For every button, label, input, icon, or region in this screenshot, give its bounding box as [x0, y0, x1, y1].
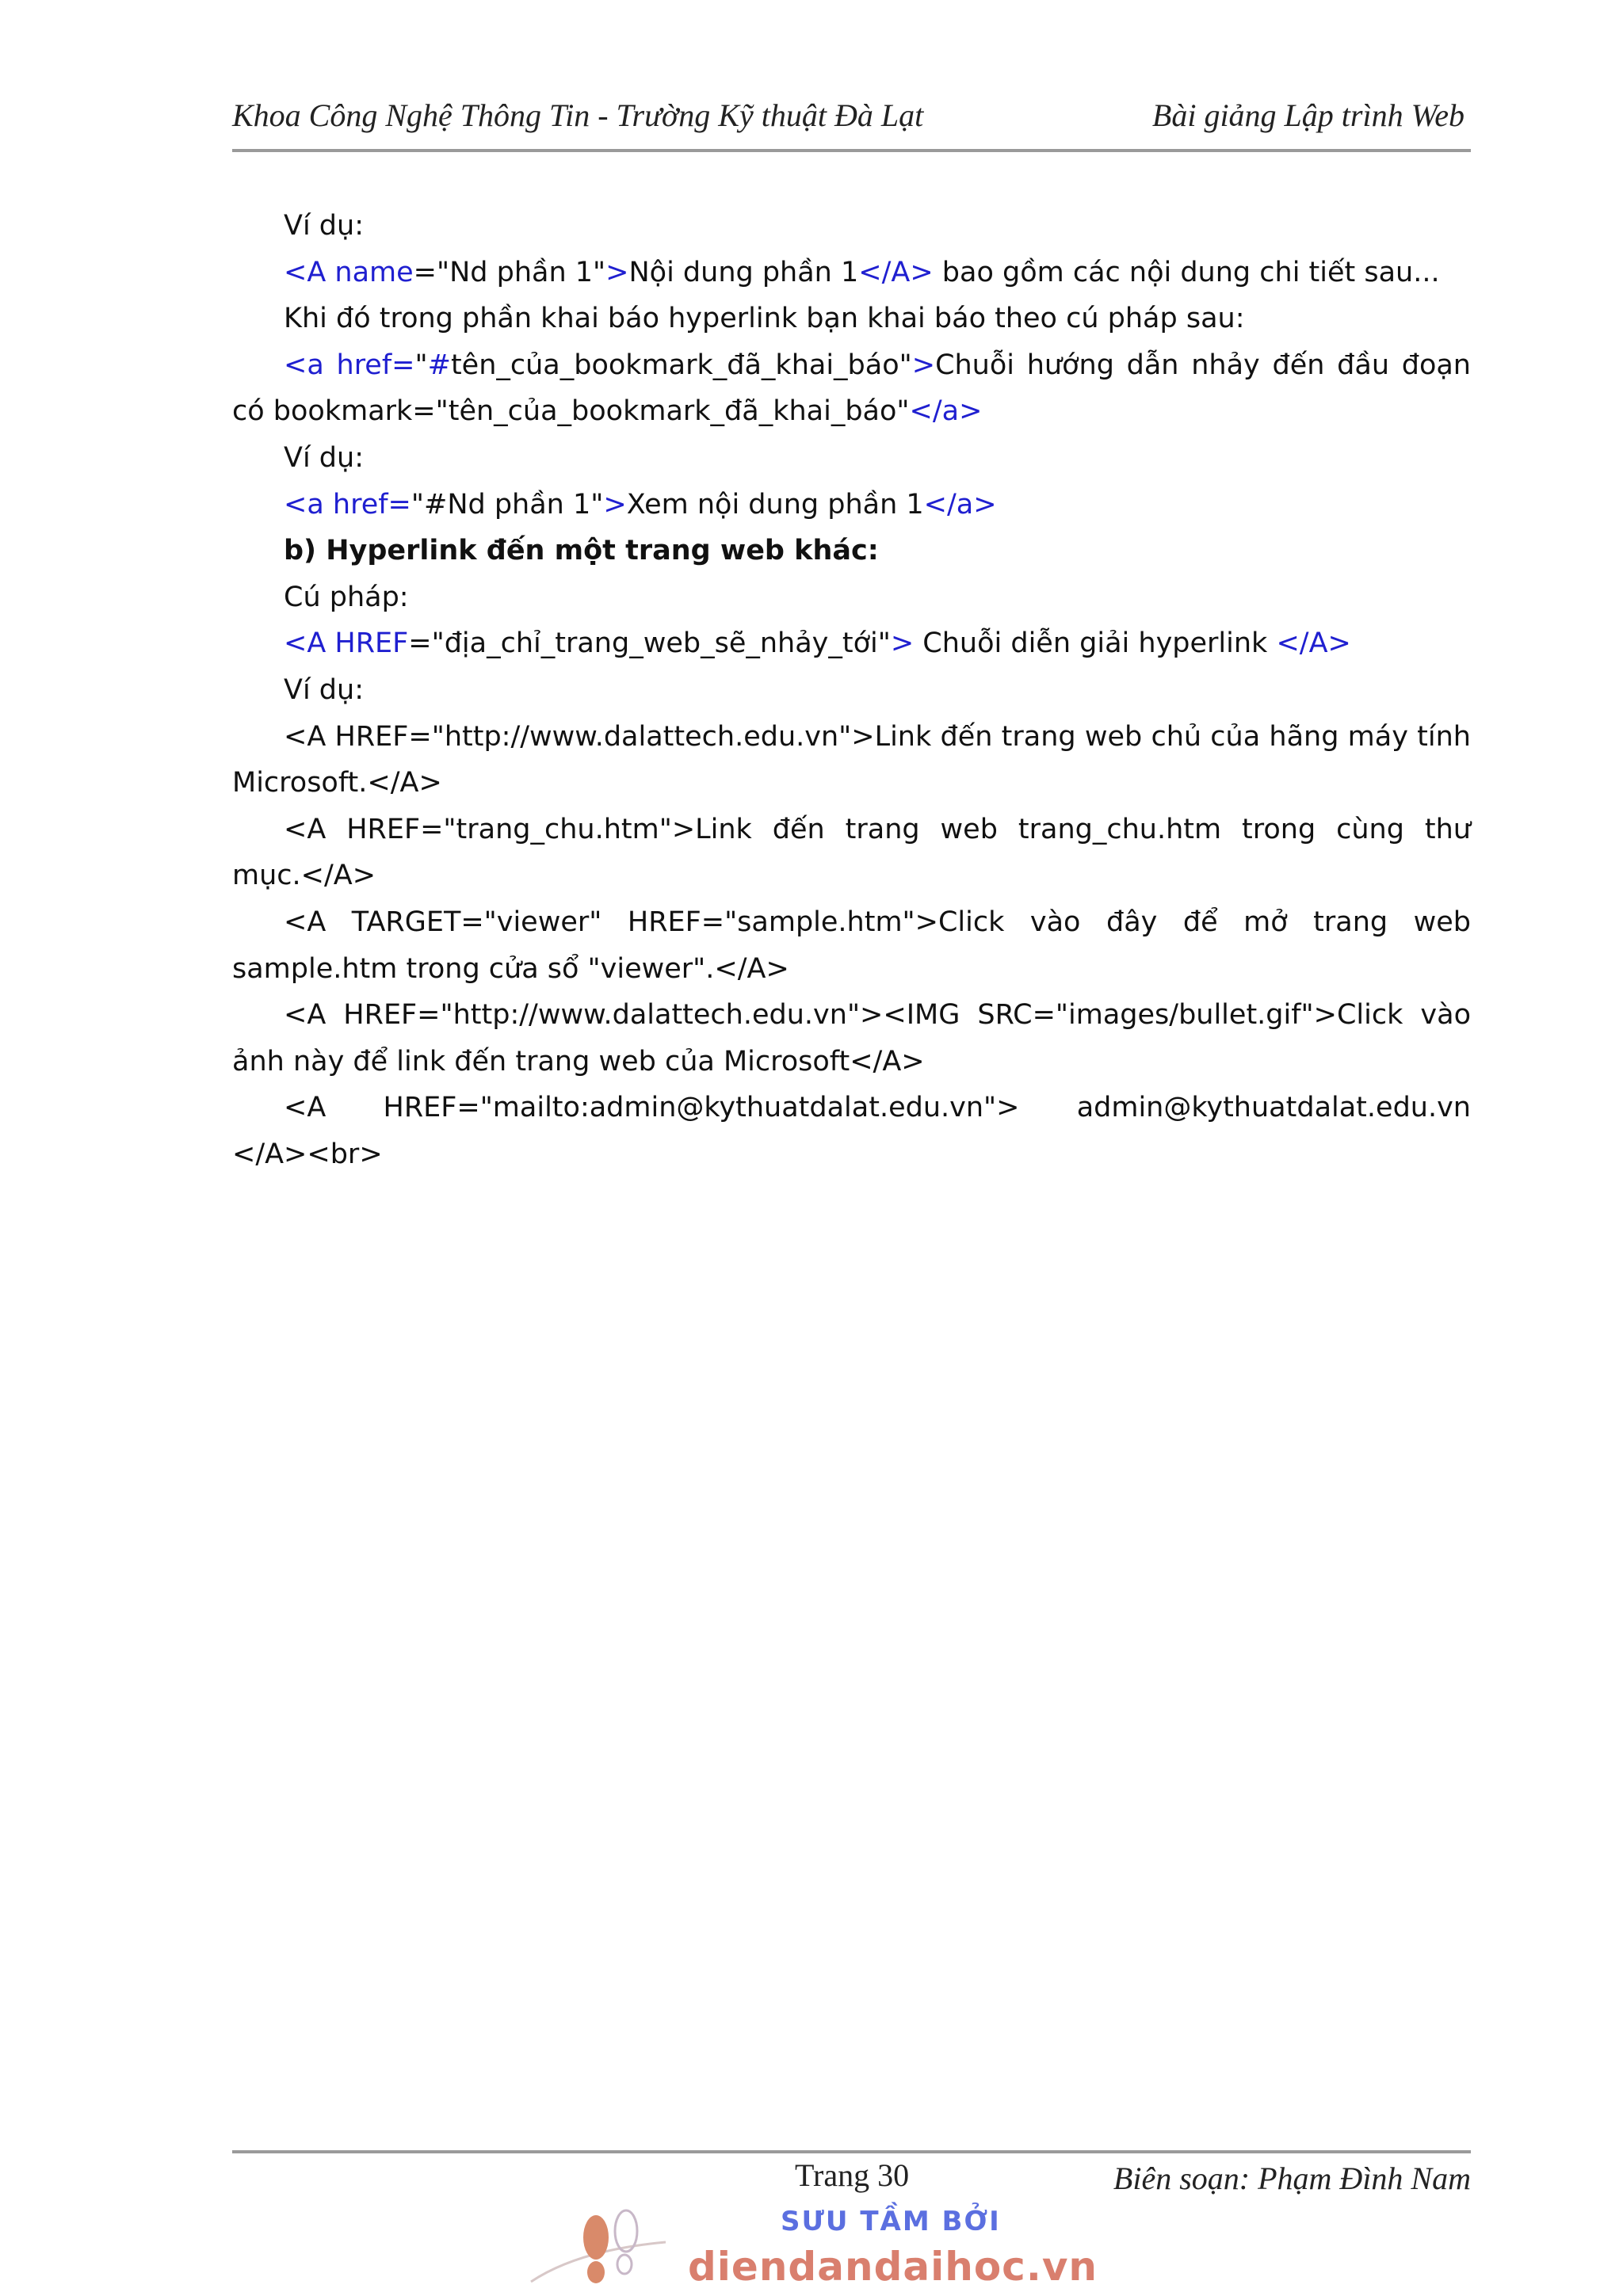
paragraph-khi-do: Khi đó trong phần khai báo hyperlink bạn khai báo theo cú pháp sau:	[284, 303, 1245, 335]
watermark-logo	[523, 2195, 1098, 2296]
example-line: <A HREF="trang_chu.htm">Link đến trang web trang_chu.htm trong cùng thư	[284, 813, 1471, 845]
example-line: <A HREF="http://www.dalattech.edu.vn">Link đến trang web chủ của hãng máy tính	[284, 720, 1471, 753]
footer-rule	[232, 2150, 1471, 2153]
example-label: Ví dụ:	[284, 441, 364, 474]
page-body	[232, 203, 1471, 1177]
hyperlink-syntax: <A HREF="địa_chỉ_trang_web_sẽ_nhảy_tới"> Chuỗi diễn giải hyperlink </A>	[284, 627, 1351, 660]
example-line: ảnh này để link đến trang web của Microsoft</A>	[232, 1045, 925, 1077]
bookmark-syntax-line2: có bookmark="tên_của_bookmark_đã_khai_báo"</a>	[232, 395, 983, 428]
header-rule	[232, 149, 1471, 152]
header-course-title: Bài giảng Lập trình Web	[1151, 97, 1465, 133]
page-header	[232, 93, 1471, 141]
header-department: Khoa Công Nghệ Thông Tin - Trường Kỹ thuật Đà Lạt	[232, 97, 924, 133]
example-line: <A HREF="http://www.dalattech.edu.vn"><IMG SRC="images/bullet.gif">Click vào	[284, 999, 1471, 1032]
bookmark-example: <A name="Nd phần 1">Nội dung phần 1</A> bao gồm các nội dung chi tiết sau...	[284, 256, 1440, 288]
footprint-icon	[523, 2195, 682, 2296]
author-credit: Biên soạn: Phạm Đình Nam	[1113, 2161, 1471, 2196]
section-heading-b: b) Hyperlink đến một trang web khác:	[284, 535, 879, 567]
example-line: mục.</A>	[232, 860, 376, 892]
example-line: sample.htm trong cửa sổ "viewer".</A>	[232, 952, 789, 985]
page-number: Trang 30	[795, 2157, 910, 2193]
watermark-site-text: diendandaihoc.vn	[688, 2244, 1098, 2290]
bookmark-syntax-line1: <a href="#tên_của_bookmark_đã_khai_báo">Chuỗi hướng dẫn nhảy đến đầu đoạn	[284, 349, 1471, 381]
example-line: <A HREF="mailto:admin@kythuatdalat.edu.vn"> admin@kythuatdalat.edu.vn	[284, 1092, 1471, 1124]
example-line: </A><br>	[232, 1138, 383, 1170]
example-line: Microsoft.</A>	[232, 767, 442, 799]
example-label: Ví dụ:	[284, 673, 364, 706]
bookmark-link-example: <a href="#Nd phần 1">Xem nội dung phần 1</a>	[284, 488, 997, 521]
syntax-label: Cú pháp:	[284, 581, 409, 613]
example-label: Ví dụ:	[284, 210, 364, 242]
example-line: <A TARGET="viewer" HREF="sample.htm">Click vào đây để mở trang web	[284, 906, 1471, 938]
watermark-top-text: SƯU TẦM BỞI	[781, 2206, 1001, 2237]
